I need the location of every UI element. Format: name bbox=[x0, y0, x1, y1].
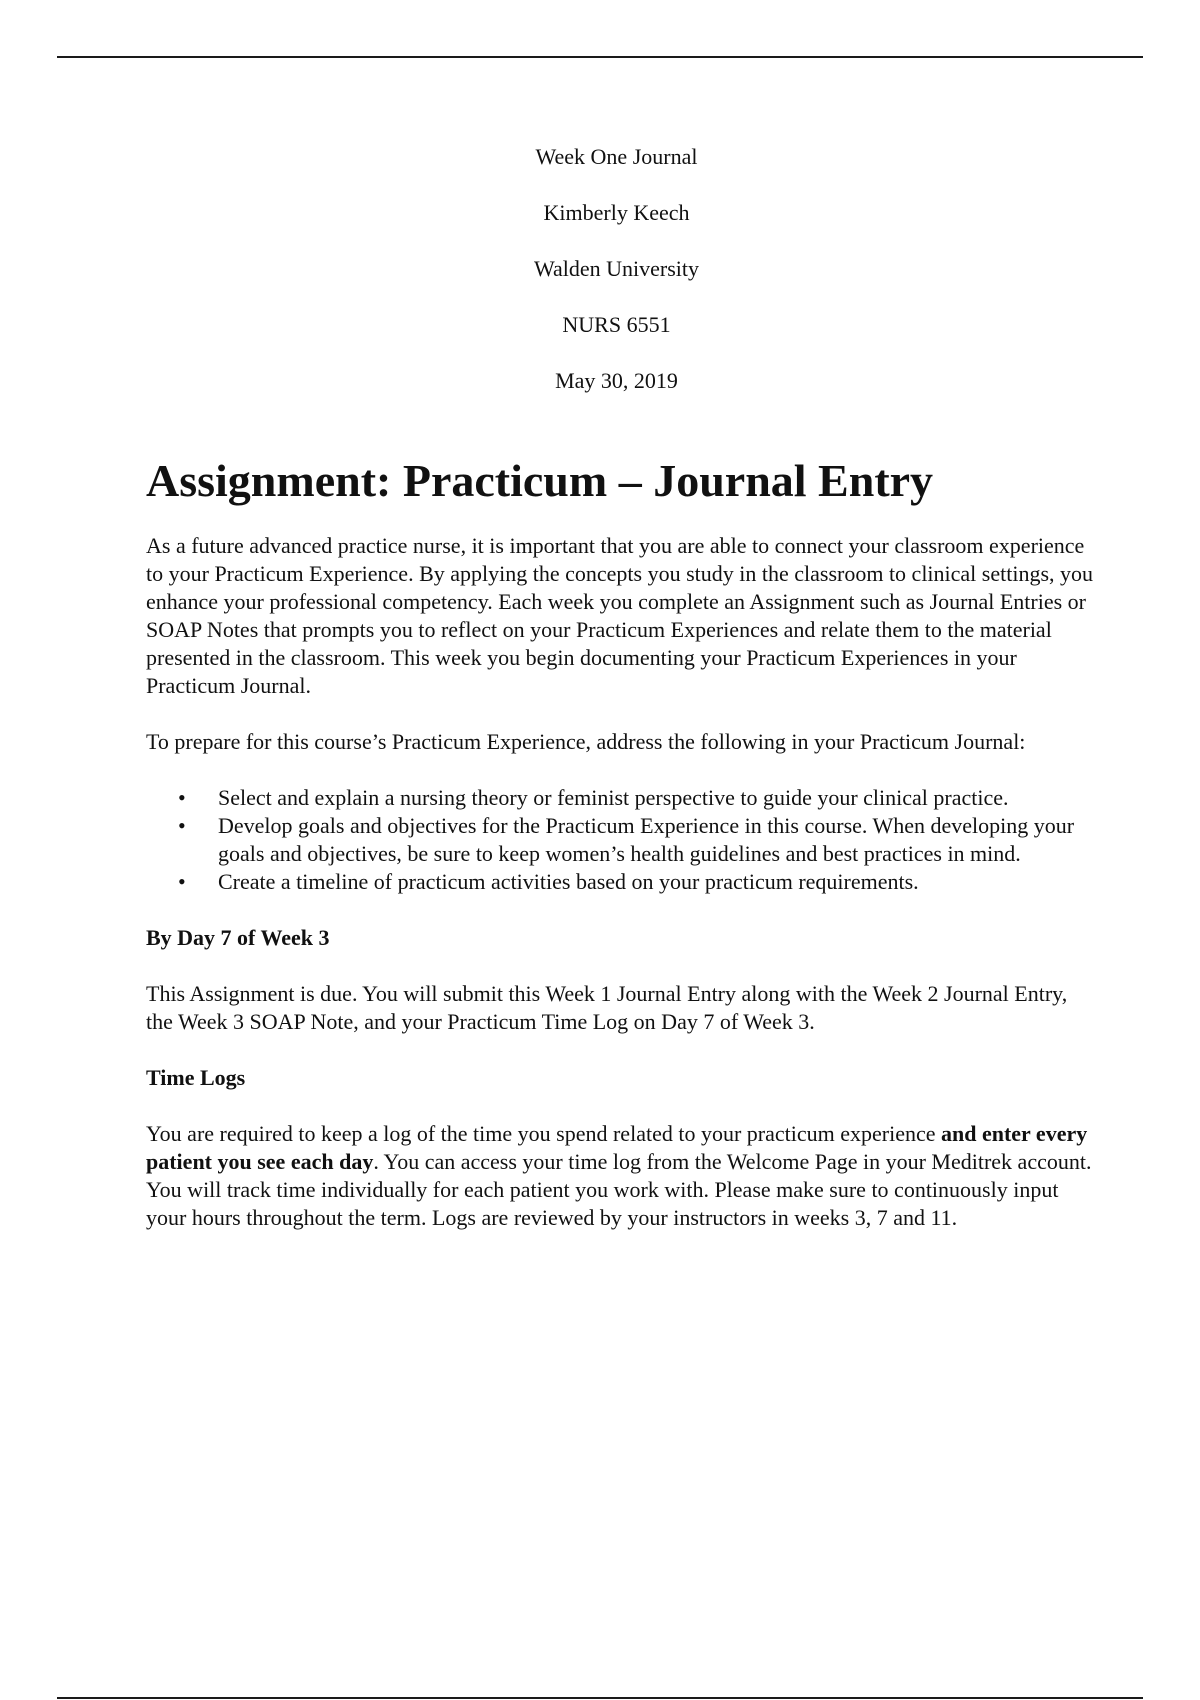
intro-paragraph: As a future advanced practice nurse, it is important that you are able to connect your classroom experience to your Practicum Experience. By applying the concepts you study in the classroom to clinical settings, you enhance your professional competency. Each week you complete an Assignment such as Journal Entries or SOAP Notes that prompts you to reflect on your Practicum Experiences and relate them to the material presented in the classroom. This week you begin documenting your Practicum Experiences in your Practicum Journal. bbox=[146, 533, 1094, 698]
prepare-paragraph: To prepare for this course’s Practicum Experience, address the following in your Practicum Journal: bbox=[146, 729, 1026, 754]
due-paragraph: This Assignment is due. You will submit this Week 1 Journal Entry along with the Week 2 Journal Entry, the Week 3 SOAP Note, and your Practicum Time Log on Day 7 of Week 3. bbox=[146, 981, 1068, 1034]
timelogs-heading: Time Logs bbox=[146, 1065, 246, 1090]
assignment-content bbox=[146, 450, 1096, 1260]
author-name: Kimberly Keech bbox=[543, 200, 690, 225]
requirements-list bbox=[146, 784, 1096, 896]
timelogs-text-start: You are required to keep a log of the time you spend related to your practicum experience bbox=[146, 1121, 941, 1146]
submission-date: May 30, 2019 bbox=[555, 368, 678, 393]
list-item-text: Create a timeline of practicum activities based on your practicum requirements. bbox=[218, 869, 919, 894]
timelogs-paragraph bbox=[146, 1120, 1096, 1232]
cover-block bbox=[0, 144, 1200, 424]
due-heading: By Day 7 of Week 3 bbox=[146, 925, 330, 950]
list-item-text: Develop goals and objectives for the Practicum Experience in this course. When developing your goals and objectives, be sure to keep women’s health guidelines and best practices in mind. bbox=[218, 813, 1075, 866]
list-item-text: Select and explain a nursing theory or feminist perspective to guide your clinical practice. bbox=[218, 785, 1009, 810]
assignment-heading: Assignment: Practicum – Journal Entry bbox=[146, 455, 934, 506]
course-code: NURS 6551 bbox=[562, 312, 671, 337]
list-item bbox=[146, 784, 1096, 812]
journal-title: Week One Journal bbox=[535, 144, 698, 169]
list-item bbox=[146, 868, 1096, 896]
list-item bbox=[146, 812, 1096, 868]
bullet-icon: • bbox=[178, 785, 186, 810]
timelogs-text-emphasis: and enter every patient you see each day bbox=[146, 1121, 1088, 1174]
top-rule bbox=[57, 56, 1143, 58]
bullet-icon: • bbox=[178, 869, 186, 894]
bottom-rule bbox=[57, 1697, 1143, 1699]
institution-name: Walden University bbox=[533, 256, 700, 281]
bullet-icon: • bbox=[178, 813, 186, 838]
timelogs-text-end: . You can access your time log from the Welcome Page in your Meditrek account. You will track time individually for each patient you work with. Please make sure to continuously input your hours throughout the term. Logs are reviewed by your instructors in weeks 3, 7 and 11. bbox=[146, 1149, 1092, 1230]
